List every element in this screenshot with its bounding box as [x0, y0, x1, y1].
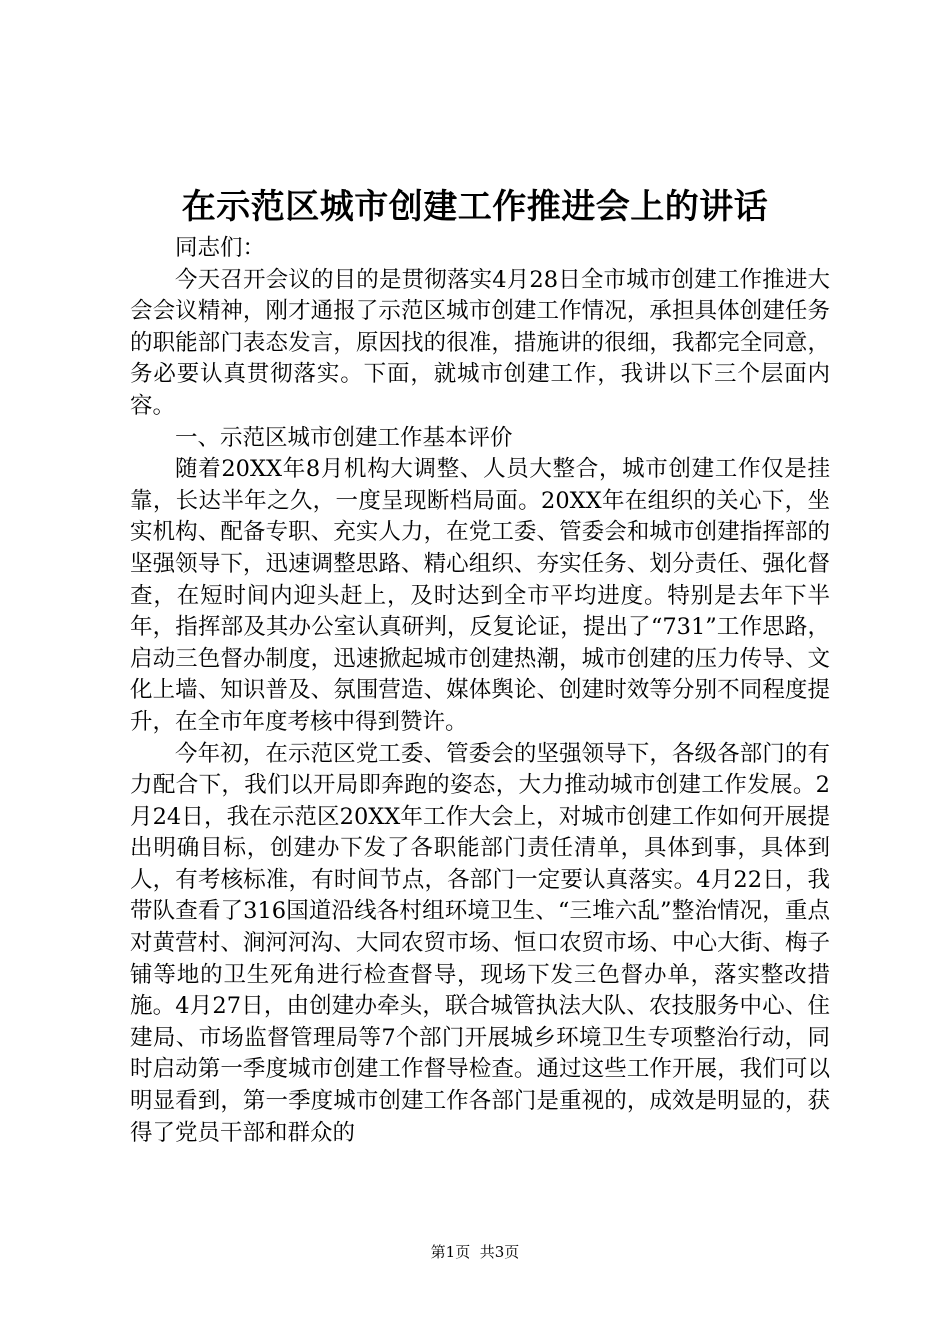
page-footer: [0, 1242, 950, 1262]
section-heading: 一、示范区城市创建工作基本评价: [175, 424, 513, 451]
document-body: [130, 233, 830, 1149]
paragraph-review: 随着20XX年8月机构大调整、人员大整合，城市创建工作仅是挂靠，长达半年之久，一度呈现断档局面。20XX年在组织的关心下，坐实机构、配备专职、充实人力，在党工委、管委会和城市创建指挥部的坚强领导下，迅速调整思路、精心组织、夯实任务、划分责任、强化督查，在短时间内迎头赶上，及时达到全市平均进度。特别是去年下半年，指挥部及其办公室认真研判，反复论证，提出了“731”工作思路，启动三色督办制度，迅速掀起城市创建热潮，城市创建的压力传导、文化上墙、知识普及、氛围营造、媒体舆论、创建时效等分别不同程度提升，在全市年度考核中得到赞许。: [130, 456, 830, 735]
page-number: 第1页: [430, 1243, 471, 1261]
paragraph-salutation: 同志们：: [175, 235, 266, 261]
paragraph-intro: 今天召开会议的目的是贯彻落实4月28日全市城市创建工作推进大会会议精神，刚才通报了示范区城市创建工作情况，承担具体创建任务的职能部门表态发言，原因找的很准，措施讲的很细，我都完全同意，务必要认真贯彻落实。下面，就城市创建工作，我讲以下三个层面内容。: [130, 266, 830, 419]
page-total: 共3页: [479, 1243, 520, 1261]
paragraph-progress: 今年初，在示范区党工委、管委会的坚强领导下，各级各部门的有力配合下，我们以开局即奔跑的姿态，大力推动城市创建工作发展。2月24日，我在示范区20XX年工作大会上，对城市创建工作如何开展提出明确目标，创建办下发了各职能部门责任清单，具体到事，具体到人，有考核标准，有时间节点，各部门一定要认真落实。4月22日，我带队查看了316国道沿线各村组环境卫生、“三堆六乱”整治情况，重点对黄营村、涧河河沟、大同农贸市场、恒口农贸市场、中心大街、梅子铺等地的卫生死角进行检查督导，现场下发三色督办单，落实整改措施。4月27日，由创建办牵头，联合城管执法大队、农技服务中心、住建局、市场监督管理局等7个部门开展城乡环境卫生专项整治行动，同时启动第一季度城市创建工作督导检查。通过这些工作开展，我们可以明显看到，第一季度城市创建工作各部门是重视的，成效是明显的，获得了党员干部和群众的: [130, 740, 830, 1146]
footer-separator: [470, 1243, 480, 1261]
page-title: 在示范区城市创建工作推进会上的讲话: [181, 187, 769, 227]
